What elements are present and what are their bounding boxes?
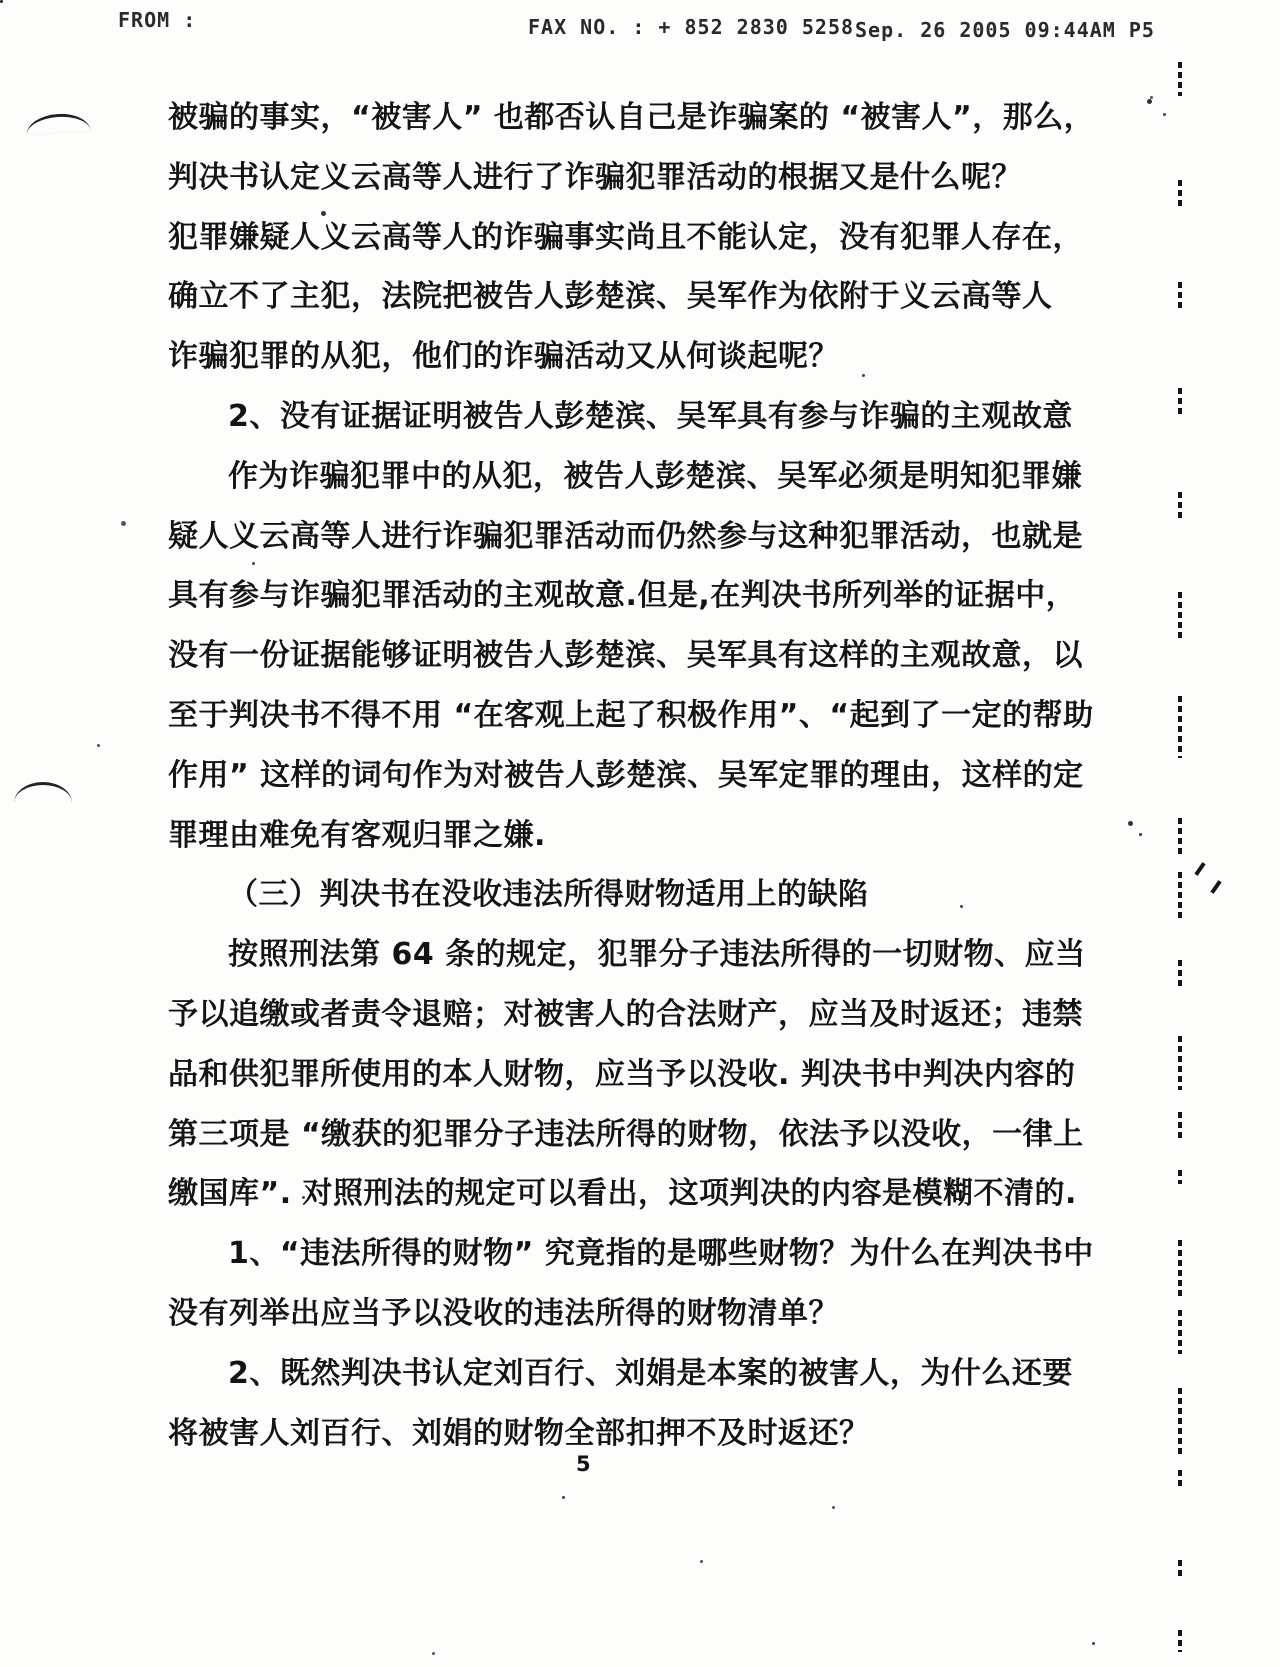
- doc-line: 缴国库”. 对照刑法的规定可以看出，这项判决的内容是模糊不清的.: [168, 1176, 1077, 1212]
- scan-tick-mark: [1210, 880, 1221, 894]
- left-margin-curve-mark: [14, 782, 72, 803]
- doc-line: 至于判决书不得不用 “在客观上起了积极作用”、“起到了一定的帮助: [168, 697, 1094, 733]
- doc-line: 罪理由难免有客观归罪之嫌.: [168, 817, 546, 853]
- doc-line: 犯罪嫌疑人义云高等人的诈骗事实尚且不能认定，没有犯罪人存在，: [168, 219, 1083, 255]
- doc-line: 判决书认定义云高等人进行了诈骗犯罪活动的根据又是什么呢？: [168, 159, 1022, 195]
- scan-noise: [0, 0, 3, 3]
- fax-number-label: FAX NO. : + 852 2830 5258: [528, 15, 855, 39]
- doc-line: 品和供犯罪所使用的本人财物，应当予以没收. 判决书中判决内容的: [168, 1056, 1076, 1092]
- doc-line: 按照刑法第 64 条的规定，犯罪分子违法所得的一切财物、应当: [228, 937, 1086, 973]
- doc-line: 没有一份证据能够证明被告人彭楚滨、吴军具有这样的主观故意，以: [168, 638, 1083, 674]
- fax-timestamp: Sep. 26 2005 09:44AM P5: [855, 18, 1155, 42]
- document-body: [168, 88, 1095, 1463]
- numbered-question-2: 2、既然判决书认定刘百行、刘娟是本案的被害人，为什么还要: [228, 1355, 1073, 1391]
- doc-line: 作用” 这样的词句作为对被告人彭楚滨、吴军定罪的理由，这样的定: [168, 757, 1084, 793]
- numbered-question-1: 1、“违法所得的财物” 究竟指的是哪些财物？为什么在判决书中: [228, 1236, 1094, 1272]
- doc-line: 诈骗犯罪的从犯，他们的诈骗活动又从何谈起呢？: [168, 339, 839, 375]
- doc-line: 被骗的事实，“被害人” 也都否认自己是诈骗案的 “被害人”，那么，: [168, 100, 1095, 135]
- subpoint-2-heading: 2、没有证据证明被告人彭楚滨、吴军具有参与诈骗的主观故意: [228, 398, 1073, 434]
- page-number: 5: [576, 1452, 591, 1476]
- scan-tick-mark: [1194, 862, 1205, 876]
- doc-line: 确立不了主犯，法院把被告人彭楚滨、吴军作为依附于义云高等人: [168, 279, 1053, 315]
- doc-line: 没有列举出应当予以没收的违法所得的财物清单？: [168, 1295, 839, 1331]
- doc-line: 疑人义云高等人进行诈骗犯罪活动而仍然参与这种犯罪活动，也就是: [168, 518, 1083, 554]
- doc-line: 具有参与诈骗犯罪活动的主观故意.但是,在判决书所列举的证据中，: [168, 578, 1077, 614]
- section-heading-three: （三）判决书在没收违法所得财物适用上的缺陷: [228, 877, 869, 913]
- doc-line: 第三项是 “缴获的犯罪分子违法所得的财物，依法予以没收，一律上: [168, 1116, 1084, 1152]
- fax-from-label: FROM :: [118, 8, 197, 32]
- doc-line: 作为诈骗犯罪中的从犯，被告人彭楚滨、吴军必须是明知犯罪嫌: [228, 458, 1082, 494]
- doc-line: 予以追缴或者责令退赔；对被害人的合法财产，应当及时返还；违禁: [168, 996, 1083, 1032]
- doc-line: 将被害人刘百行、刘娟的财物全部扣押不及时返还？: [168, 1415, 870, 1451]
- left-margin-curve-mark: [25, 112, 90, 135]
